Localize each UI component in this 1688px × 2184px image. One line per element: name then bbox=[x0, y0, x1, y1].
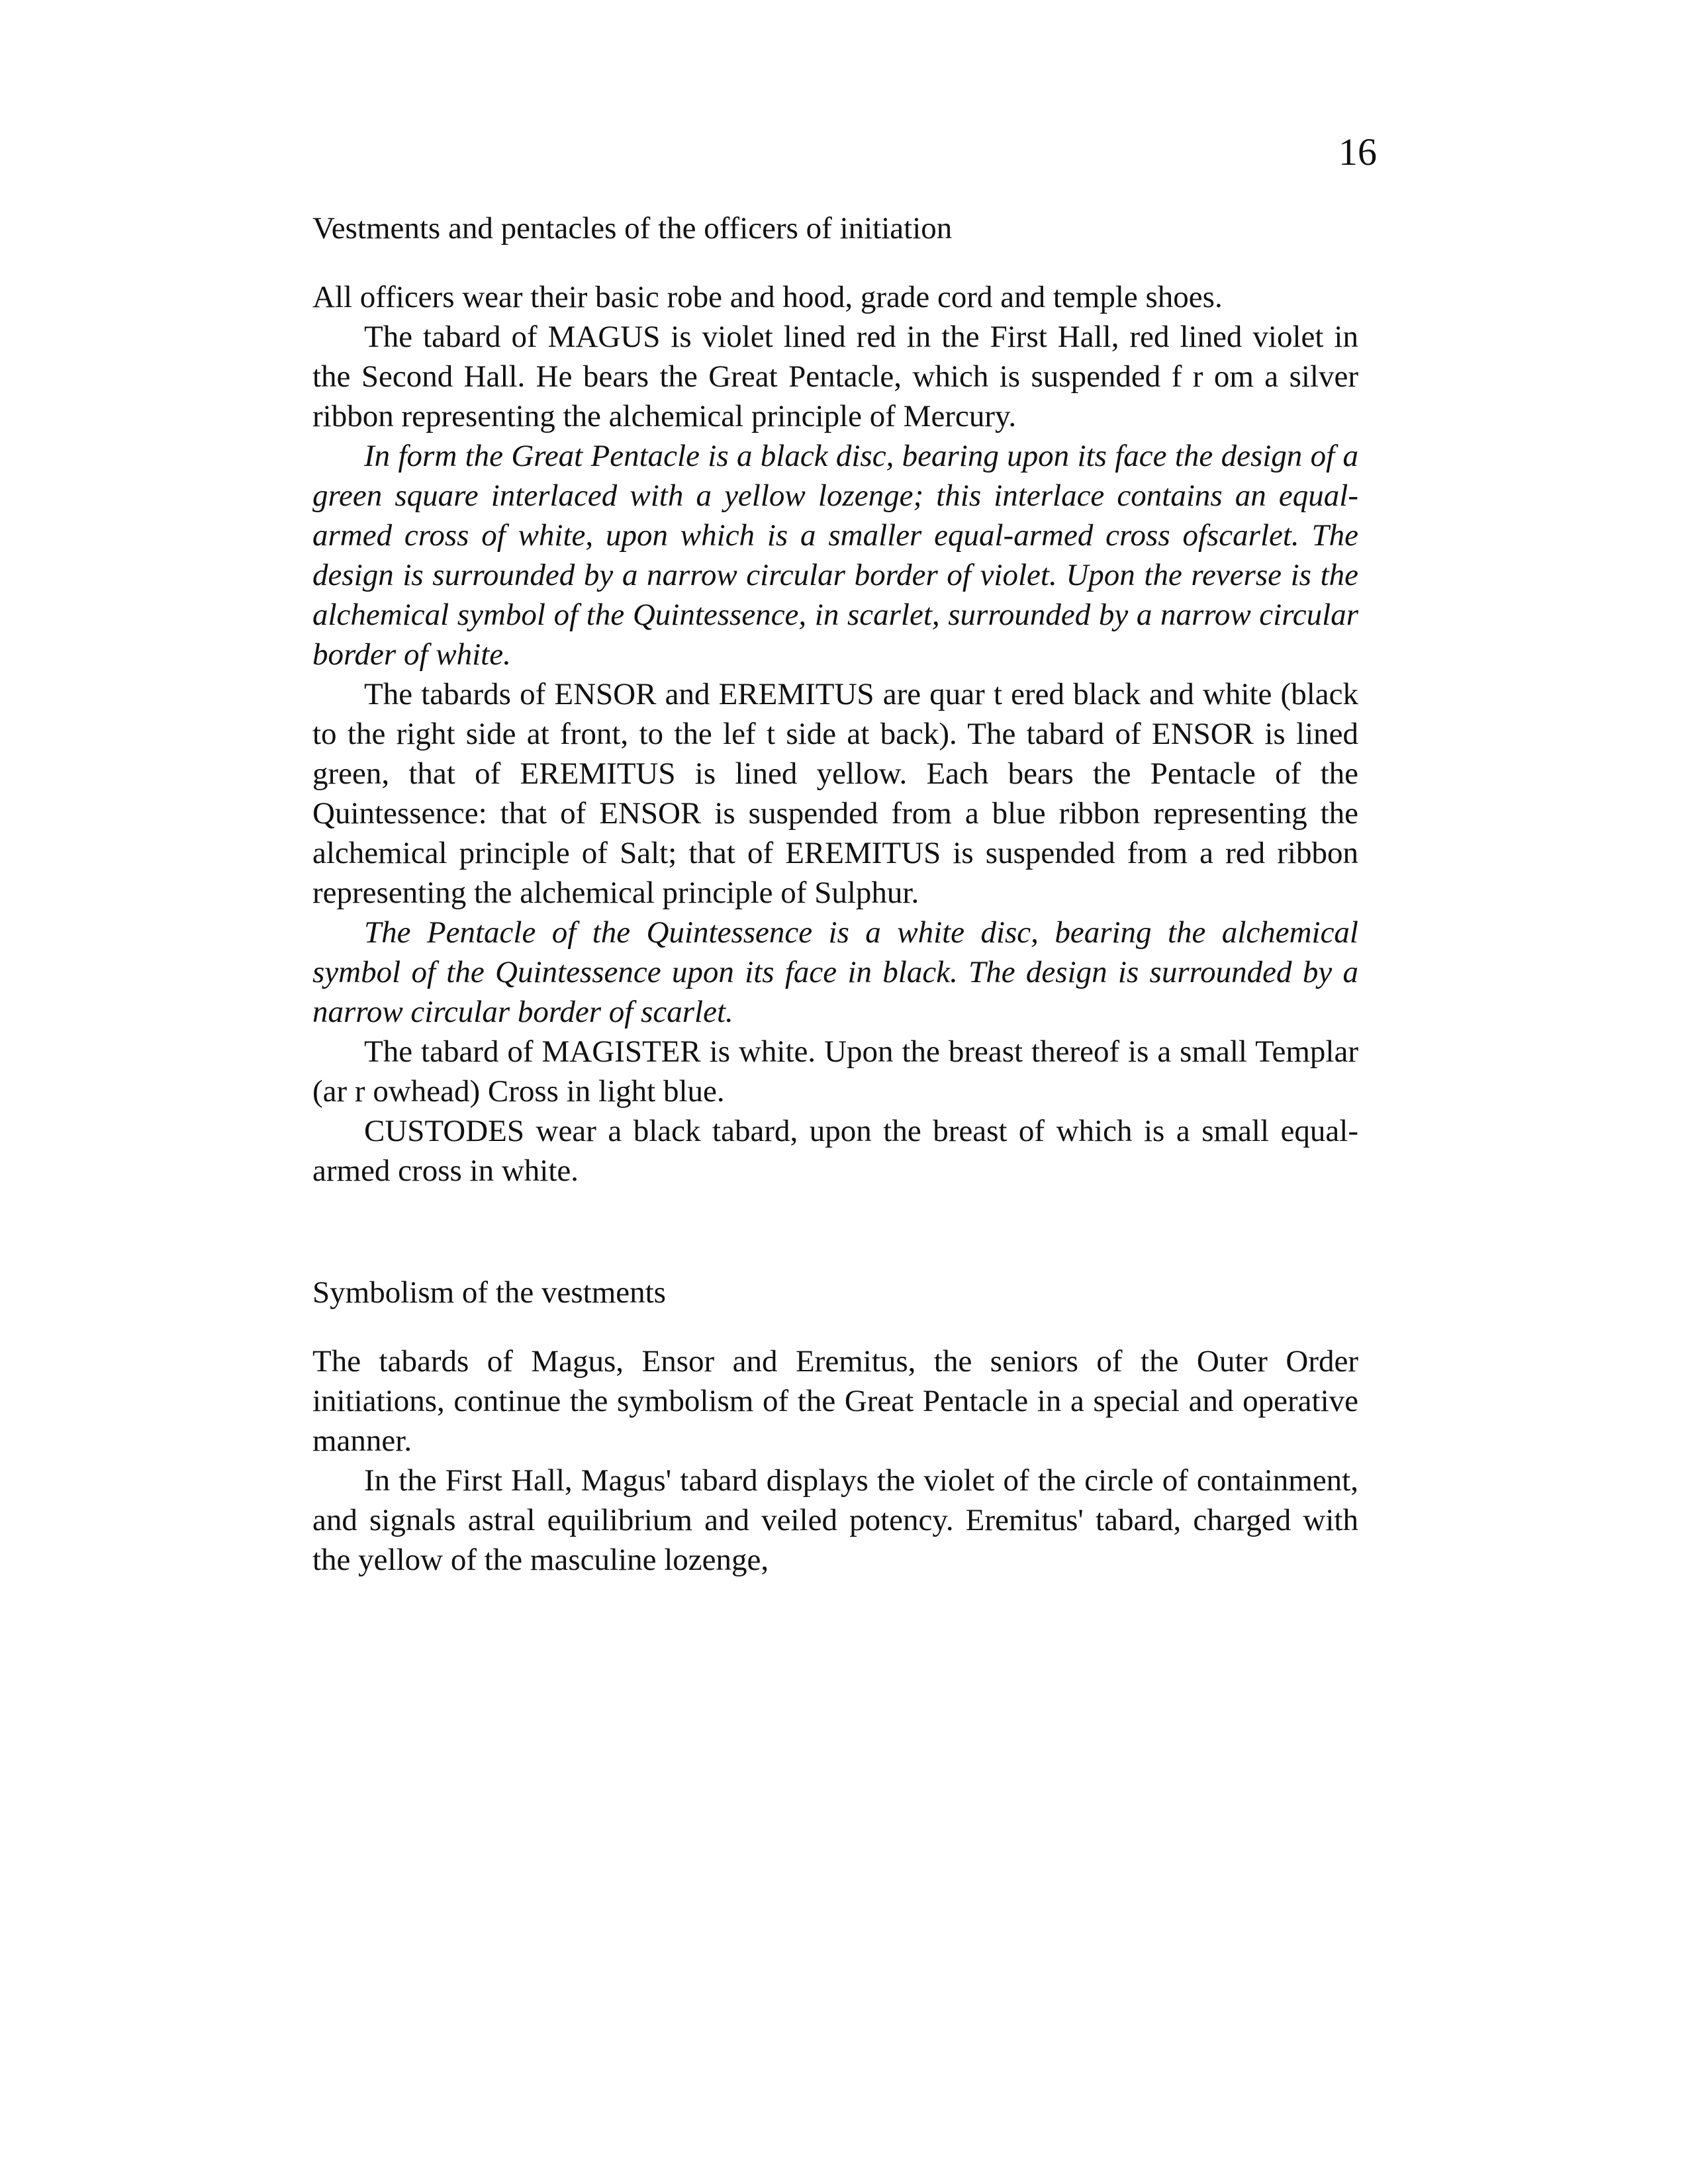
paragraph: The tabard of MAGUS is violet lined red in the First Hall, red lined violet in the Second Hall. He bears the Great Pentacle, which is suspended f r om a silver ribbon representing the alchemical principle of Mercury. bbox=[312, 320, 1358, 433]
page-number: 16 bbox=[1338, 130, 1377, 173]
paragraph: In the First Hall, Magus' tabard displays the violet of the circle of containment, and signals astral equilibrium and veiled potency. Eremitus' tabard, charged with the yellow of the masculine lozenge, bbox=[312, 1463, 1358, 1577]
paragraph-italic: The Pentacle of the Quintessence is a white disc, bearing the alchemical symbol of the Quintessence upon its face in black. The design is surrounded by a narrow circular border of scarlet. bbox=[312, 915, 1358, 1029]
section-heading: Symbolism of the vestments bbox=[312, 1275, 666, 1310]
page-body bbox=[312, 208, 1358, 1580]
paragraph: All officers wear their basic robe and hood, grade cord and temple shoes. bbox=[312, 280, 1223, 314]
paragraph: CUSTODES wear a black tabard, upon the breast of which is a small equal-armed cross in white. bbox=[312, 1114, 1358, 1188]
section-heading: Vestments and pentacles of the officers of initiation bbox=[312, 211, 953, 246]
section-vestments-and-pentacles bbox=[312, 208, 1358, 1191]
section-symbolism-of-vestments bbox=[312, 1273, 1358, 1580]
paragraph: The tabard of MAGISTER is white. Upon the breast thereof is a small Templar (ar r owhead) Cross in light blue. bbox=[312, 1034, 1358, 1109]
paragraph: The tabards of ENSOR and EREMITUS are quar t ered black and white (black to the right side at front, to the lef t side at back). The tabard of ENSOR is lined green, that of EREMITUS is lined yellow. Each bears the Pentacle of the Quintessence: that of ENSOR is suspended from a blue ribbon representing the alchemical principle of Salt; that of EREMITUS is suspended from a red ribbon representing the alchemical principle of Sulphur. bbox=[312, 677, 1358, 910]
paragraph-italic: In form the Great Pentacle is a black disc, bearing upon its face the design of a green square interlaced with a yellow lozenge; this interlace contains an equal-armed cross of white, upon which is a smaller equal-armed cross ofscarlet. The design is surrounded by a narrow circular border of violet. Upon the reverse is the alchemical symbol of the Quintessence, in scarlet, surrounded by a narrow circular border of white. bbox=[312, 439, 1358, 672]
paragraph: The tabards of Magus, Ensor and Eremitus, the seniors of the Outer Order initiations, continue the symbolism of the Great Pentacle in a special and operative manner. bbox=[312, 1344, 1358, 1458]
